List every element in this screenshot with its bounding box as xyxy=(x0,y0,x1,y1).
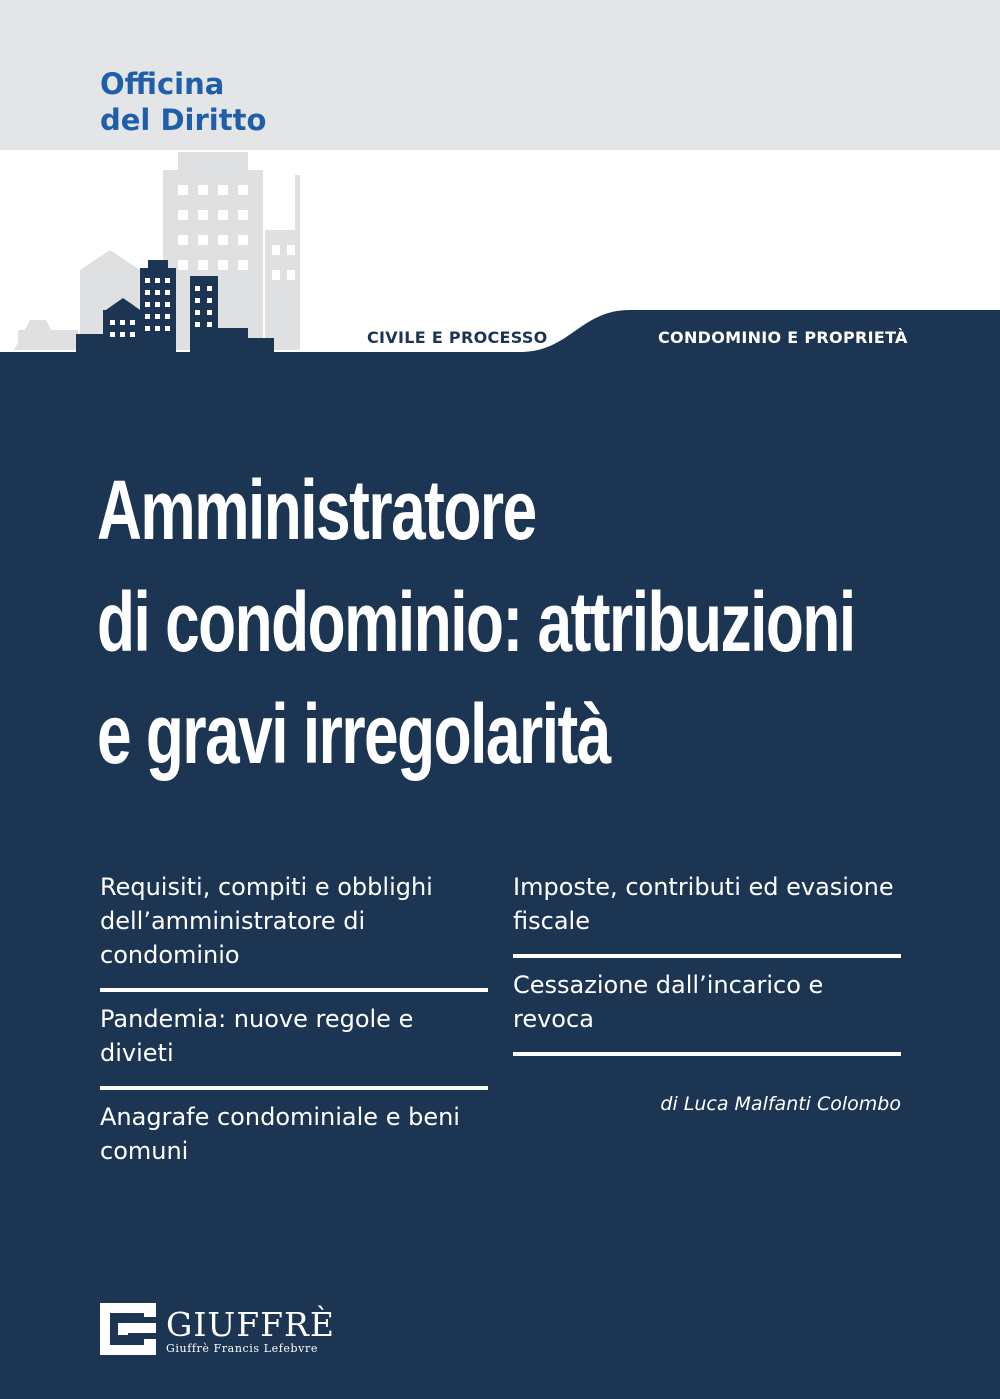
publisher-name: GIUFFRÈ xyxy=(166,1305,335,1344)
book-title-line3: e gravi irregolarità xyxy=(97,687,610,781)
book-title-line2: di condominio: attribuzioni xyxy=(97,575,855,669)
publisher-subtitle: Giuffrè Francis Lefebvre xyxy=(166,1342,318,1355)
book-title xyxy=(97,454,855,790)
topic-divider xyxy=(100,1086,488,1090)
topic-item: Cessazione dall’incarico e revoca xyxy=(513,971,824,1033)
topic-divider xyxy=(513,954,901,958)
publisher-logo-icon xyxy=(100,1303,156,1355)
series-logo-line1: Officina xyxy=(100,67,225,101)
topic-item: Requisiti, compiti e obblighi dell’amministratore di condominio xyxy=(100,873,433,969)
book-title-line1: Amministratore xyxy=(97,463,536,557)
topic-divider xyxy=(100,988,488,992)
topic-item: Imposte, contributi ed evasione fiscale xyxy=(513,873,894,935)
category-tag-civile: CIVILE E PROCESSO xyxy=(367,328,548,347)
topics-left-column xyxy=(100,870,488,1184)
topics-right-column xyxy=(513,870,901,1066)
series-logo-line2: del Diritto xyxy=(100,103,267,137)
topic-item: Anagrafe condominiale e beni comuni xyxy=(100,1103,460,1165)
topic-divider xyxy=(513,1052,901,1056)
category-tag-condominio: CONDOMINIO E PROPRIETÀ xyxy=(658,328,908,347)
topic-item: Pandemia: nuove regole e divieti xyxy=(100,1005,414,1067)
author-credit: di Luca Malfanti Colombo xyxy=(660,1093,901,1115)
